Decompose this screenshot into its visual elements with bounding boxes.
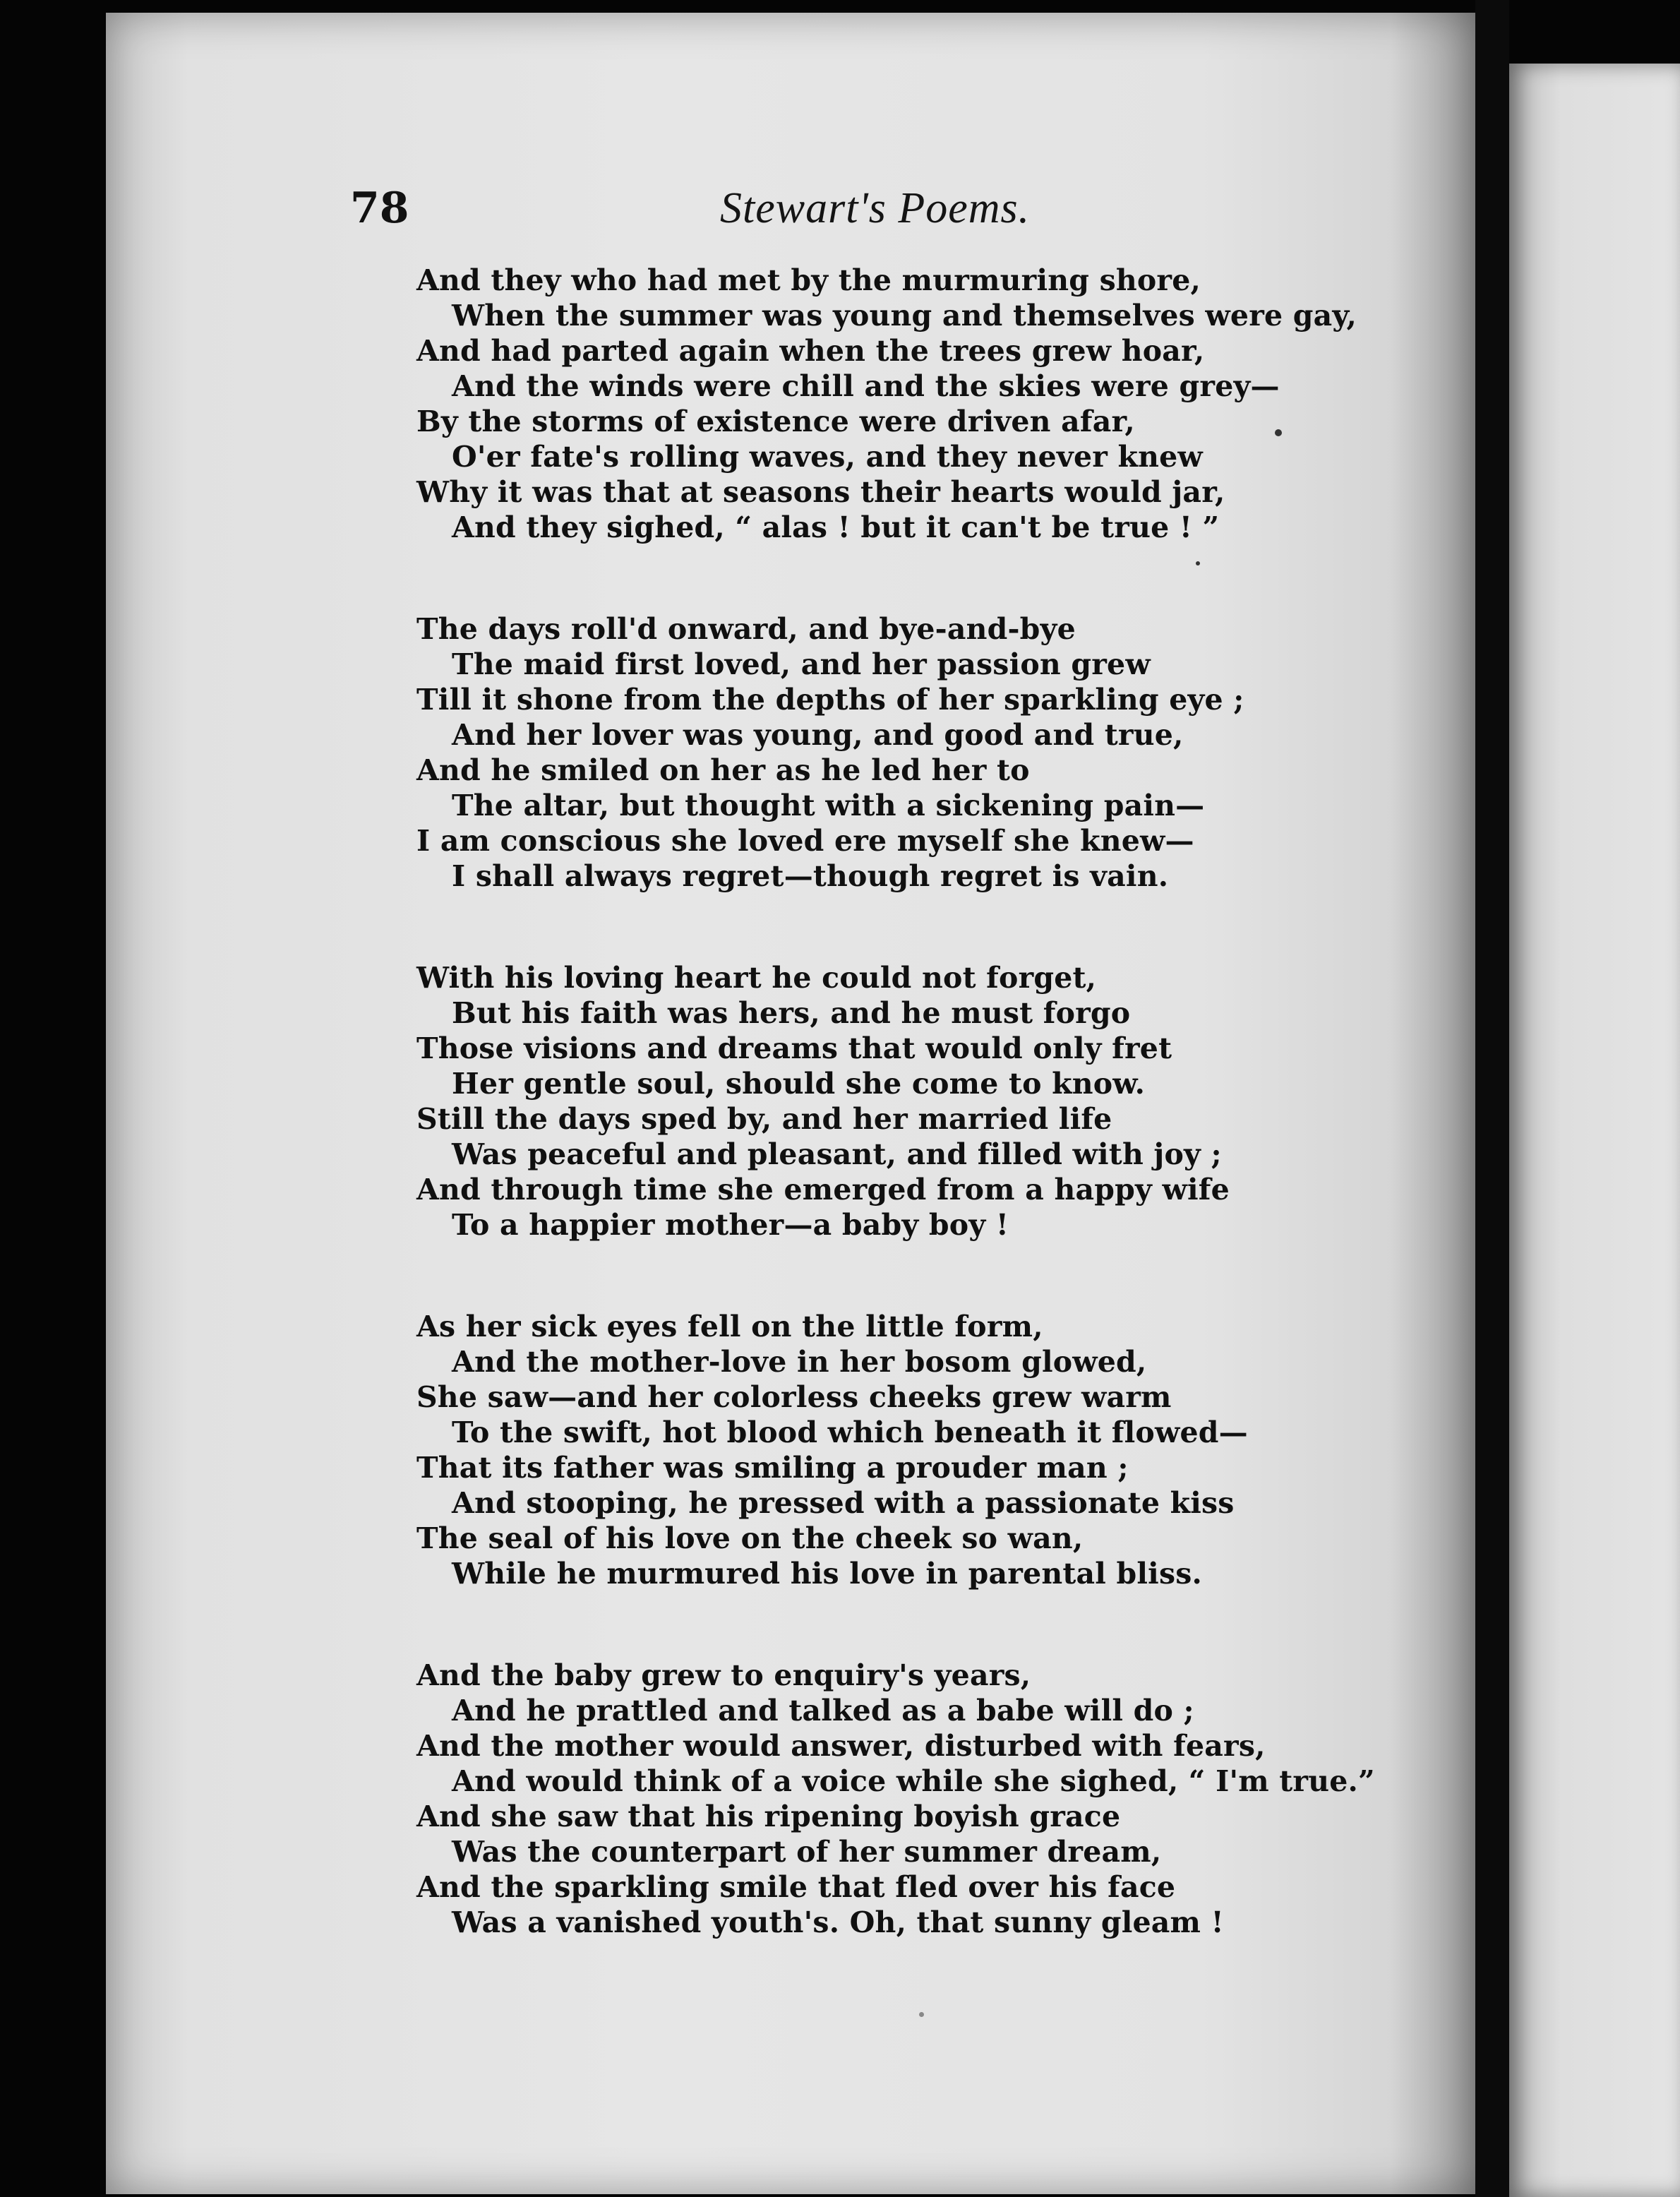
poem-line: And had parted again when the trees grew hoar, [416,334,1205,368]
poem-line: As her sick eyes fell on the little form, [416,1310,1043,1343]
poem-line: When the summer was young and themselves were gay, [452,299,1357,333]
poem-body [416,263,1391,2006]
ink-speck [1196,561,1200,565]
stanza [416,263,1391,545]
poem-line: And her lover was young, and good and true, [452,718,1184,752]
stanza [416,960,1391,1243]
poem-line: The altar, but thought with a sickening pain— [452,789,1205,822]
facing-page-edge [1509,64,1680,2197]
poem-line: And the mother-love in her bosom glowed, [452,1345,1147,1379]
stanza [416,611,1391,894]
page-header [0,176,1680,240]
poem-line: And would think of a voice while she sighed, “ I'm true.” [452,1764,1375,1798]
poem-line: She saw—and her colorless cheeks grew warm [416,1380,1172,1414]
poem-line: And they who had met by the murmuring shore, [416,263,1201,297]
poem-line: With his loving heart he could not forget, [416,961,1097,995]
ink-speck [1275,429,1282,436]
stanza [416,1658,1391,1940]
poem-line: And he smiled on her as he led her to [416,753,1030,787]
poem-line: Was peaceful and pleasant, and filled with joy ; [452,1137,1222,1171]
poem-line: And the winds were chill and the skies were grey— [452,369,1280,403]
ink-speck [919,2012,924,2017]
poem-line: By the storms of existence were driven afar, [416,405,1135,438]
poem-line: And she saw that his ripening boyish grace [416,1800,1121,1833]
poem-line: Still the days sped by, and her married life [416,1102,1112,1136]
poem-line: To the swift, hot blood which beneath it flowed— [452,1415,1248,1449]
poem-line: I shall always regret—though regret is vain. [452,859,1169,893]
running-title: Stewart's Poems. [720,184,1031,232]
poem-line: And they sighed, “ alas ! but it can't be true ! ” [452,510,1220,544]
poem-line: Till it shone from the depths of her sparkling eye ; [416,683,1244,717]
poem-line: Those visions and dreams that would only fret [416,1031,1172,1065]
poem-line: The seal of his love on the cheek so wan, [416,1521,1084,1555]
poem-line: Why it was that at seasons their hearts would jar, [416,475,1225,509]
poem-line: And the sparkling smile that fled over his face [416,1870,1176,1904]
poem-line: The maid first loved, and her passion grew [452,647,1151,681]
poem-line: And the mother would answer, disturbed with fears, [416,1729,1266,1763]
poem-line: And he prattled and talked as a babe will do ; [452,1694,1194,1728]
poem-line: I am conscious she loved ere myself she knew— [416,824,1194,858]
poem-line: The days roll'd onward, and bye-and-bye [416,612,1076,646]
poem-line: And through time she emerged from a happy wife [416,1173,1230,1207]
stanza [416,1309,1391,1591]
poem-line: That its father was smiling a prouder man ; [416,1451,1129,1485]
poem-line: Her gentle soul, should she come to know. [452,1067,1146,1101]
poem-line: To a happier mother—a baby boy ! [452,1208,1009,1242]
poem-line: And stooping, he pressed with a passionate kiss [452,1486,1235,1520]
page-edge-shadow [1391,13,1475,2194]
poem-line: While he murmured his love in parental bliss. [452,1557,1202,1591]
book-gutter [1475,0,1509,2197]
poem-line: But his faith was hers, and he must forgo [452,996,1131,1030]
poem-line: O'er fate's rolling waves, and they never knew [452,440,1203,474]
poem-line: Was the counterpart of her summer dream, [452,1835,1162,1869]
page-number: 78 [350,184,409,233]
poem-line: And the baby grew to enquiry's years, [416,1658,1031,1692]
poem-line: Was a vanished youth's. Oh, that sunny gleam ! [452,1905,1224,1939]
